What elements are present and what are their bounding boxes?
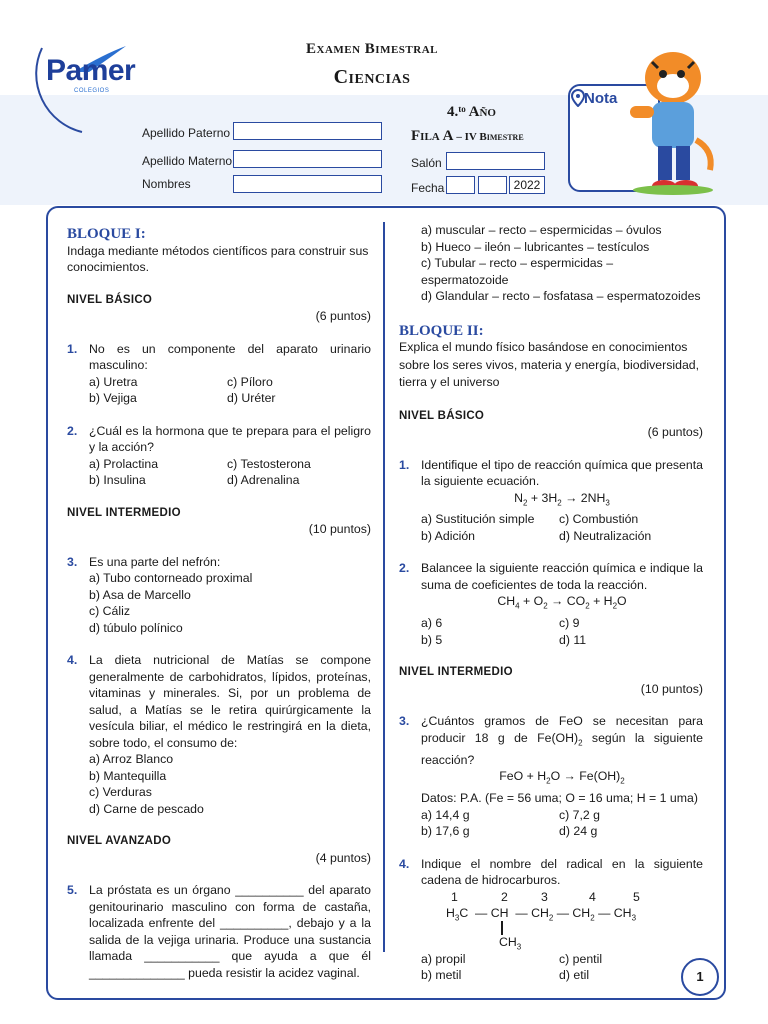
nivel-avanzado-points: (4 puntos) — [315, 850, 371, 865]
question-2 — [67, 423, 371, 489]
option-a[interactable]: a) 6 — [421, 616, 443, 631]
option-a[interactable]: a) Uretra — [89, 374, 138, 389]
salon-field[interactable] — [446, 152, 545, 170]
fecha-year-field — [509, 176, 545, 194]
option-b[interactable]: b) metil — [421, 968, 462, 983]
fila-value: Fila A — [411, 128, 453, 144]
chain-number-5: 5 — [633, 889, 640, 904]
q5-option-c[interactable]: c) Tubular – recto – espermicidas – espermatozoide — [421, 256, 614, 287]
chain-formula: $H_3C$ — CH — $CH_2$ — $CH_2$ — $CH_3$ — [446, 905, 637, 923]
option-d[interactable]: d) etil — [559, 968, 590, 983]
option-d[interactable]: d) 24 g — [559, 824, 598, 839]
fecha-year: 2022 — [513, 178, 541, 192]
fecha-month-field[interactable] — [478, 176, 507, 194]
option-b[interactable]: b) Mantequilla — [89, 768, 167, 783]
label-apellido-materno: Apellido Materno — [142, 154, 233, 168]
question-number: 2. — [67, 423, 78, 438]
question-number: 1. — [67, 341, 78, 356]
question-text: Balancee la siguiente reacción química e indique la suma de coeficientes de toda la reacción. — [421, 561, 703, 592]
chain-number-3: 3 — [541, 889, 548, 904]
bloque1-title: BLOQUE I: — [67, 226, 146, 242]
bimestre-value: – IV Bimestre — [456, 131, 524, 143]
option-a[interactable]: a) Prolactina — [89, 456, 159, 471]
option-d[interactable]: d) 11 — [559, 632, 587, 647]
fecha-day-field[interactable] — [446, 176, 475, 194]
chain-branch: $CH_3$ — [499, 934, 522, 952]
nivel-intermedio-heading-2: NIVEL INTERMEDIO — [399, 666, 513, 679]
question-b2-2 — [399, 560, 703, 648]
option-b[interactable]: b) Asa de Marcello — [89, 587, 191, 602]
option-d[interactable]: d) Uréter — [227, 391, 276, 405]
tiger-mascot — [618, 40, 718, 205]
question-number: 3. — [399, 714, 410, 729]
nivel-basico-heading-2: NIVEL BÁSICO — [399, 409, 485, 422]
apellido-paterno-field[interactable] — [233, 122, 382, 140]
logo-subtitle: COLEGIOS — [74, 88, 110, 94]
option-d[interactable]: d) Neutralización — [559, 528, 652, 543]
option-c[interactable]: c) Testosterona — [227, 456, 311, 471]
question-text: La dieta nutricional de Matías se compone generalmente de carbohidratos, lípidos, proteínas, vitaminas y minerales. Si, por un problema de salud, a Matías se le retira quirúrgicamente la vesícula biliar, el médico le restringirá en la dieta, sobre todo, el consumo de: — [89, 653, 371, 750]
question-number: 4. — [399, 856, 410, 871]
nivel-avanzado-heading: NIVEL AVANZADO — [67, 835, 172, 847]
label-nombres: Nombres — [142, 177, 191, 191]
bloque2-title: BLOQUE II: — [399, 322, 484, 339]
option-d[interactable]: d) Adrenalina — [227, 473, 300, 487]
q5-option-a[interactable]: a) muscular – recto – espermicidas – óvulos — [421, 223, 662, 237]
nota-label: Nota — [584, 90, 618, 107]
option-c[interactable]: c) Verduras — [89, 785, 152, 799]
question-number: 2. — [399, 561, 410, 576]
option-a[interactable]: a) propil — [421, 951, 466, 966]
question-1 — [67, 341, 371, 407]
option-c[interactable]: c) Combustión — [559, 512, 639, 527]
question-b2-1 — [399, 457, 703, 545]
chain-branch-bond — [501, 921, 503, 935]
exam-title: Examen Bimestral — [306, 41, 438, 57]
question-text: Identifique el tipo de reacción química que presenta la siguiente ecuación. — [421, 457, 703, 488]
option-c[interactable]: c) 9 — [559, 616, 580, 631]
question-5 — [67, 882, 371, 981]
nivel-intermedio-heading: NIVEL INTERMEDIO — [67, 506, 181, 519]
question-text: Indique el nombre del radical en la siguiente cadena de hidrocarburos. — [421, 856, 703, 888]
nivel-intermedio-points: (10 puntos) — [308, 522, 371, 536]
question-text: Es una parte del nefrón: — [89, 554, 221, 569]
chain-number-4: 4 — [589, 889, 596, 904]
nivel-basico-points-2: (6 puntos) — [647, 425, 703, 439]
logo-name: Pamer — [46, 54, 136, 87]
option-a[interactable]: a) Sustitución simple — [421, 512, 535, 527]
question-text: ¿Cuántos gramos de FeO se necesitan para producir 18 g de $Fe(OH)_2$ según la siguiente reacción? — [421, 714, 703, 767]
option-c[interactable]: c) Cáliz — [89, 604, 130, 618]
fila-label — [411, 128, 524, 145]
nombres-field[interactable] — [233, 175, 382, 193]
nivel-intermedio-points-2: (10 puntos) — [640, 681, 703, 696]
subject-title: Ciencias — [333, 66, 411, 88]
label-salon: Salón — [411, 156, 442, 170]
question-number: 5. — [67, 883, 78, 897]
label-fecha: Fecha — [411, 181, 445, 195]
option-c[interactable]: c) pentil — [559, 951, 603, 966]
chain-number-1: 1 — [451, 889, 458, 904]
question-number: 3. — [67, 554, 78, 569]
question-b2-3 — [399, 713, 703, 839]
hydrocarbon-chain — [421, 889, 703, 951]
q5-option-b[interactable]: b) Hueco – ileón – lubricantes – testículos — [421, 239, 650, 254]
equation: $N_2 + 3H_2 \to 2NH_3$ — [514, 490, 610, 507]
option-b[interactable]: b) 5 — [421, 632, 443, 647]
grade-label: 4.ᵗᵒ Año — [447, 104, 496, 120]
option-c[interactable]: c) 7,2 g — [559, 807, 601, 822]
question-text: La próstata es un órgano __________ del aparato genitourinario masculino con forma de castaña, localizada enfrente del __________, debajo y a la salida de la vejiga urinaria. Produce una sustancia llamada ___________ que ayuda a que él ______________ pueda resistir la acidez vaginal. — [89, 883, 371, 980]
left-column — [67, 226, 371, 981]
question-number: 1. — [399, 457, 410, 472]
nivel-basico-points: (6 puntos) — [315, 309, 371, 323]
datos: Datos: P.A. (Fe = 56 uma; O = 16 uma; H = 1 uma) — [421, 791, 698, 806]
right-column — [399, 222, 703, 984]
equation: FeO + $H_2O \to Fe(OH)_2$ — [499, 769, 625, 786]
question-text: No es un componente del aparato urinario masculino: — [89, 341, 371, 372]
option-b[interactable]: b) Insulina — [89, 473, 146, 487]
question-number: 4. — [67, 653, 78, 667]
question-4 — [67, 652, 371, 817]
equation: $CH_4 + O_2 \to CO_2 + H_2O$ — [497, 594, 627, 611]
option-d[interactable]: d) túbulo polínico — [89, 620, 183, 635]
option-a[interactable]: a) Arroz Blanco — [89, 752, 174, 766]
option-b[interactable]: b) Adición — [421, 528, 476, 543]
q5-option-d[interactable]: d) Glandular – recto – fosfatasa – espermatozoides — [421, 289, 701, 303]
label-apellido-paterno: Apellido Paterno — [142, 126, 231, 140]
page-number: 1 — [681, 958, 719, 996]
column-divider — [383, 222, 385, 952]
question-b2-4 — [399, 856, 703, 984]
nivel-basico-heading: NIVEL BÁSICO — [67, 293, 153, 306]
apellido-materno-field[interactable] — [233, 150, 382, 168]
chain-number-2: 2 — [501, 889, 508, 904]
question-text: ¿Cuál es la hormona que te prepara para el peligro y la acción? — [89, 423, 371, 454]
bloque1-description: Indaga mediante métodos científicos para construir sus conocimientos. — [67, 243, 369, 274]
option-a[interactable]: a) Tubo contorneado proximal — [89, 571, 253, 585]
option-c[interactable]: c) Píloro — [227, 374, 273, 389]
option-a[interactable]: a) 14,4 g — [421, 807, 470, 822]
option-d[interactable]: d) Carne de pescado — [89, 801, 204, 816]
location-pin-icon — [571, 89, 585, 112]
bloque2-description: Explica el mundo físico basándose en conocimientos sobre los seres vivos, materia y energía, biodiversidad, tierra y el universo — [399, 340, 700, 389]
option-b[interactable]: b) 17,6 g — [421, 824, 470, 839]
option-b[interactable]: b) Vejiga — [89, 391, 137, 405]
question-3 — [67, 554, 371, 637]
